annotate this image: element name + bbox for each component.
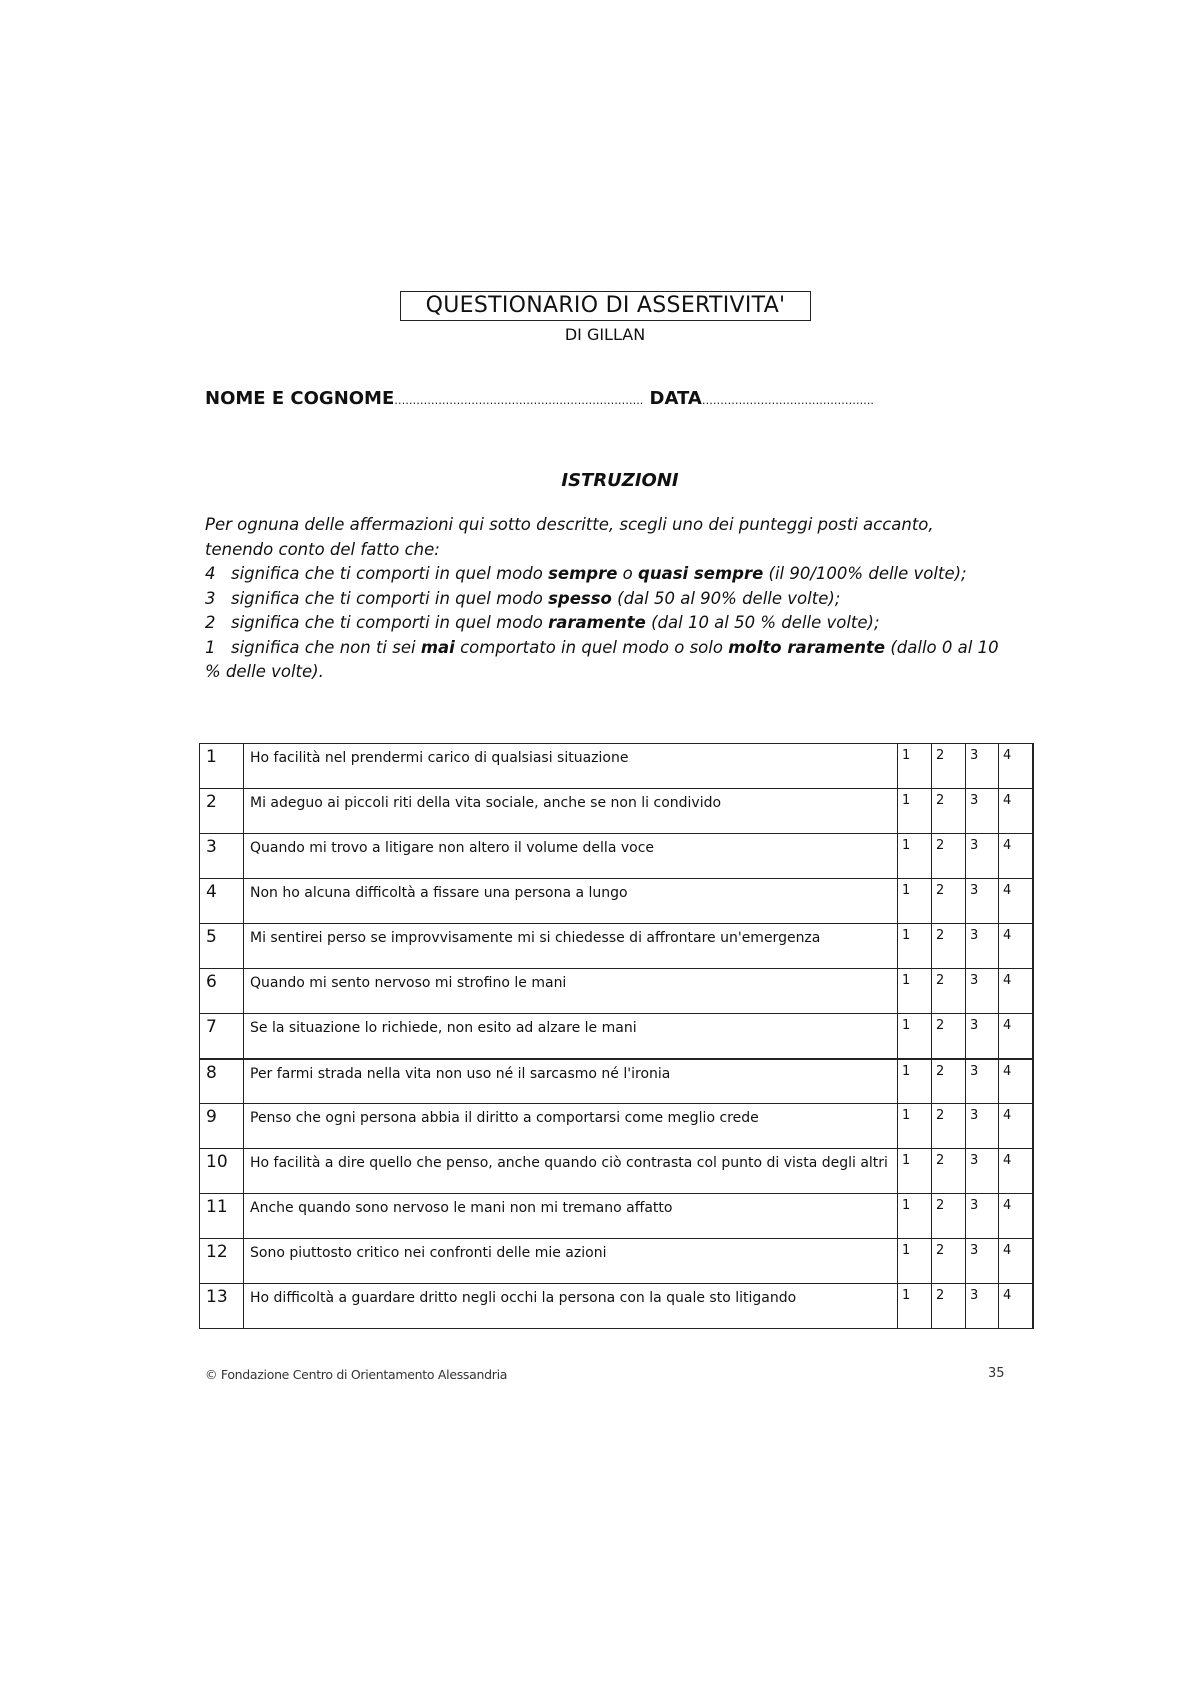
score-option-2[interactable]: 2 — [932, 1239, 966, 1284]
score-option-4[interactable]: 4 — [999, 744, 1033, 789]
score-option-4[interactable]: 4 — [999, 1194, 1033, 1239]
scale-description-list — [205, 562, 1005, 685]
scale-text: significa che ti comporti in quel modo — [231, 564, 549, 583]
scale-number: 2 — [205, 613, 216, 632]
score-option-3[interactable]: 3 — [966, 879, 999, 924]
item-statement: Mi adeguo ai piccoli riti della vita sociale, anche se non li condivido — [244, 789, 898, 834]
name-date-line — [205, 388, 874, 409]
item-number: 4 — [200, 879, 244, 924]
scale-line — [205, 611, 1005, 636]
item-statement: Quando mi trovo a litigare non altero il volume della voce — [244, 834, 898, 879]
score-option-4[interactable]: 4 — [999, 969, 1033, 1014]
table-row — [200, 1284, 1033, 1329]
score-option-4[interactable]: 4 — [999, 924, 1033, 969]
score-option-1[interactable]: 1 — [898, 1104, 932, 1149]
item-number: 2 — [200, 789, 244, 834]
score-option-1[interactable]: 1 — [898, 744, 932, 789]
score-option-1[interactable]: 1 — [898, 924, 932, 969]
score-option-2[interactable]: 2 — [932, 1104, 966, 1149]
scale-line — [205, 562, 1005, 587]
item-number: 1 — [200, 744, 244, 789]
score-option-2[interactable]: 2 — [932, 1194, 966, 1239]
score-option-3[interactable]: 3 — [966, 1239, 999, 1284]
score-option-2[interactable]: 2 — [932, 969, 966, 1014]
score-option-4[interactable]: 4 — [999, 1239, 1033, 1284]
score-option-3[interactable]: 3 — [966, 1014, 999, 1059]
score-option-2[interactable]: 2 — [932, 1059, 966, 1104]
scale-emphasis: molto raramente — [728, 637, 886, 657]
scale-text: comportato in quel modo o solo — [454, 637, 729, 657]
score-option-1[interactable]: 1 — [898, 1284, 932, 1329]
score-option-3[interactable]: 3 — [966, 924, 999, 969]
scale-number: 4 — [205, 564, 216, 583]
item-number: 13 — [200, 1284, 244, 1329]
scale-text: significa che non ti sei — [231, 637, 421, 657]
score-option-3[interactable]: 3 — [966, 834, 999, 879]
score-option-2[interactable]: 2 — [932, 834, 966, 879]
score-option-2[interactable]: 2 — [932, 789, 966, 834]
score-option-1[interactable]: 1 — [898, 1059, 932, 1104]
scale-text: significa che ti comporti in quel modo — [231, 613, 549, 632]
table-row — [200, 879, 1033, 924]
document-title: QUESTIONARIO DI ASSERTIVITA' — [400, 291, 811, 321]
item-number: 12 — [200, 1239, 244, 1284]
item-statement: Ho facilità nel prendermi carico di qualsiasi situazione — [244, 744, 898, 789]
table-row — [200, 1194, 1033, 1239]
name-field[interactable]: ………………………………………………………….. — [394, 394, 644, 407]
item-statement: Se la situazione lo richiede, non esito ad alzare le mani — [244, 1014, 898, 1059]
score-option-3[interactable]: 3 — [966, 969, 999, 1014]
scale-text: significa che ti comporti in quel modo — [231, 588, 549, 608]
score-option-2[interactable]: 2 — [932, 1149, 966, 1194]
item-statement: Penso che ogni persona abbia il diritto a comportarsi come meglio crede — [244, 1104, 898, 1149]
score-option-2[interactable]: 2 — [932, 879, 966, 924]
score-option-3[interactable]: 3 — [966, 789, 999, 834]
item-statement: Ho facilità a dire quello che penso, anche quando ciò contrasta col punto di vista degli altri — [244, 1149, 898, 1194]
scale-emphasis: raramente — [548, 613, 646, 632]
item-number: 3 — [200, 834, 244, 879]
score-option-2[interactable]: 2 — [932, 1014, 966, 1059]
instructions-heading: ISTRUZIONI — [561, 470, 679, 491]
score-option-4[interactable]: 4 — [999, 879, 1033, 924]
questionnaire-table — [199, 743, 1034, 1329]
score-option-1[interactable]: 1 — [898, 1194, 932, 1239]
scale-text: (dal 10 al 50 % delle volte); — [645, 613, 880, 632]
scale-emphasis: quasi sempre — [638, 564, 764, 583]
table-row — [200, 1059, 1033, 1104]
scale-number: 3 — [205, 588, 216, 608]
score-option-3[interactable]: 3 — [966, 1149, 999, 1194]
score-option-4[interactable]: 4 — [999, 834, 1033, 879]
item-number: 9 — [200, 1104, 244, 1149]
item-number: 7 — [200, 1014, 244, 1059]
score-option-1[interactable]: 1 — [898, 879, 932, 924]
date-field[interactable]: ……………………………………….. — [701, 394, 874, 407]
scale-emphasis: sempre — [548, 564, 618, 583]
item-statement: Anche quando sono nervoso le mani non mi tremano affatto — [244, 1194, 898, 1239]
document-subtitle: DI GILLAN — [564, 325, 646, 344]
table-row — [200, 744, 1033, 789]
scale-emphasis: mai — [420, 637, 455, 657]
item-number: 5 — [200, 924, 244, 969]
item-statement: Quando mi sento nervoso mi strofino le mani — [244, 969, 898, 1014]
score-option-4[interactable]: 4 — [999, 1059, 1033, 1104]
date-label: DATA — [649, 388, 702, 409]
item-statement: Ho difficoltà a guardare dritto negli occhi la persona con la quale sto litigando — [244, 1284, 898, 1329]
scale-text: (il 90/100% delle volte); — [763, 564, 967, 583]
table-row — [200, 1014, 1033, 1059]
instructions-text — [205, 513, 1005, 685]
score-option-4[interactable]: 4 — [999, 1284, 1033, 1329]
item-statement: Non ho alcuna difficoltà a fissare una persona a lungo — [244, 879, 898, 924]
footer-copyright: © Fondazione Centro di Orientamento Alessandria — [205, 1367, 508, 1382]
scale-number: 1 — [205, 637, 216, 657]
score-option-3[interactable]: 3 — [966, 744, 999, 789]
score-option-4[interactable]: 4 — [999, 1149, 1033, 1194]
item-number: 8 — [200, 1059, 244, 1104]
score-option-3[interactable]: 3 — [966, 1284, 999, 1329]
table-row — [200, 924, 1033, 969]
score-option-4[interactable]: 4 — [999, 789, 1033, 834]
score-option-1[interactable]: 1 — [898, 1239, 932, 1284]
score-option-1[interactable]: 1 — [898, 969, 932, 1014]
table-row — [200, 969, 1033, 1014]
score-option-4[interactable]: 4 — [999, 1104, 1033, 1149]
score-option-1[interactable]: 1 — [898, 834, 932, 879]
item-number: 10 — [200, 1149, 244, 1194]
item-statement: Sono piuttosto critico nei confronti delle mie azioni — [244, 1239, 898, 1284]
score-option-2[interactable]: 2 — [932, 744, 966, 789]
scale-line — [205, 636, 1005, 685]
item-statement: Mi sentirei perso se improvvisamente mi si chiedesse di affrontare un'emergenza — [244, 924, 898, 969]
scale-text: (dallo 0 al 10 % delle volte). — [205, 637, 999, 681]
table-row — [200, 1104, 1033, 1149]
name-label: NOME E COGNOME — [205, 388, 395, 409]
score-option-4[interactable]: 4 — [999, 1014, 1033, 1059]
instructions-intro: Per ognuna delle affermazioni qui sotto descritte, scegli uno dei punteggi posti accanto, tenendo conto del fatto che: — [205, 515, 934, 559]
item-statement: Per farmi strada nella vita non uso né il sarcasmo né l'ironia — [244, 1059, 898, 1104]
item-number: 11 — [200, 1194, 244, 1239]
table-row — [200, 1239, 1033, 1284]
score-option-1[interactable]: 1 — [898, 789, 932, 834]
scale-text: o — [617, 564, 639, 583]
score-option-2[interactable]: 2 — [932, 1284, 966, 1329]
table-row — [200, 834, 1033, 879]
score-option-3[interactable]: 3 — [966, 1104, 999, 1149]
score-option-3[interactable]: 3 — [966, 1194, 999, 1239]
item-number: 6 — [200, 969, 244, 1014]
score-option-1[interactable]: 1 — [898, 1014, 932, 1059]
table-row — [200, 789, 1033, 834]
score-option-2[interactable]: 2 — [932, 924, 966, 969]
page-number: 35 — [988, 1366, 1005, 1381]
scale-emphasis: spesso — [548, 588, 612, 608]
scale-line — [205, 587, 1005, 612]
scale-text: (dal 50 al 90% delle volte); — [611, 588, 841, 608]
score-option-3[interactable]: 3 — [966, 1059, 999, 1104]
score-option-1[interactable]: 1 — [898, 1149, 932, 1194]
table-row — [200, 1149, 1033, 1194]
